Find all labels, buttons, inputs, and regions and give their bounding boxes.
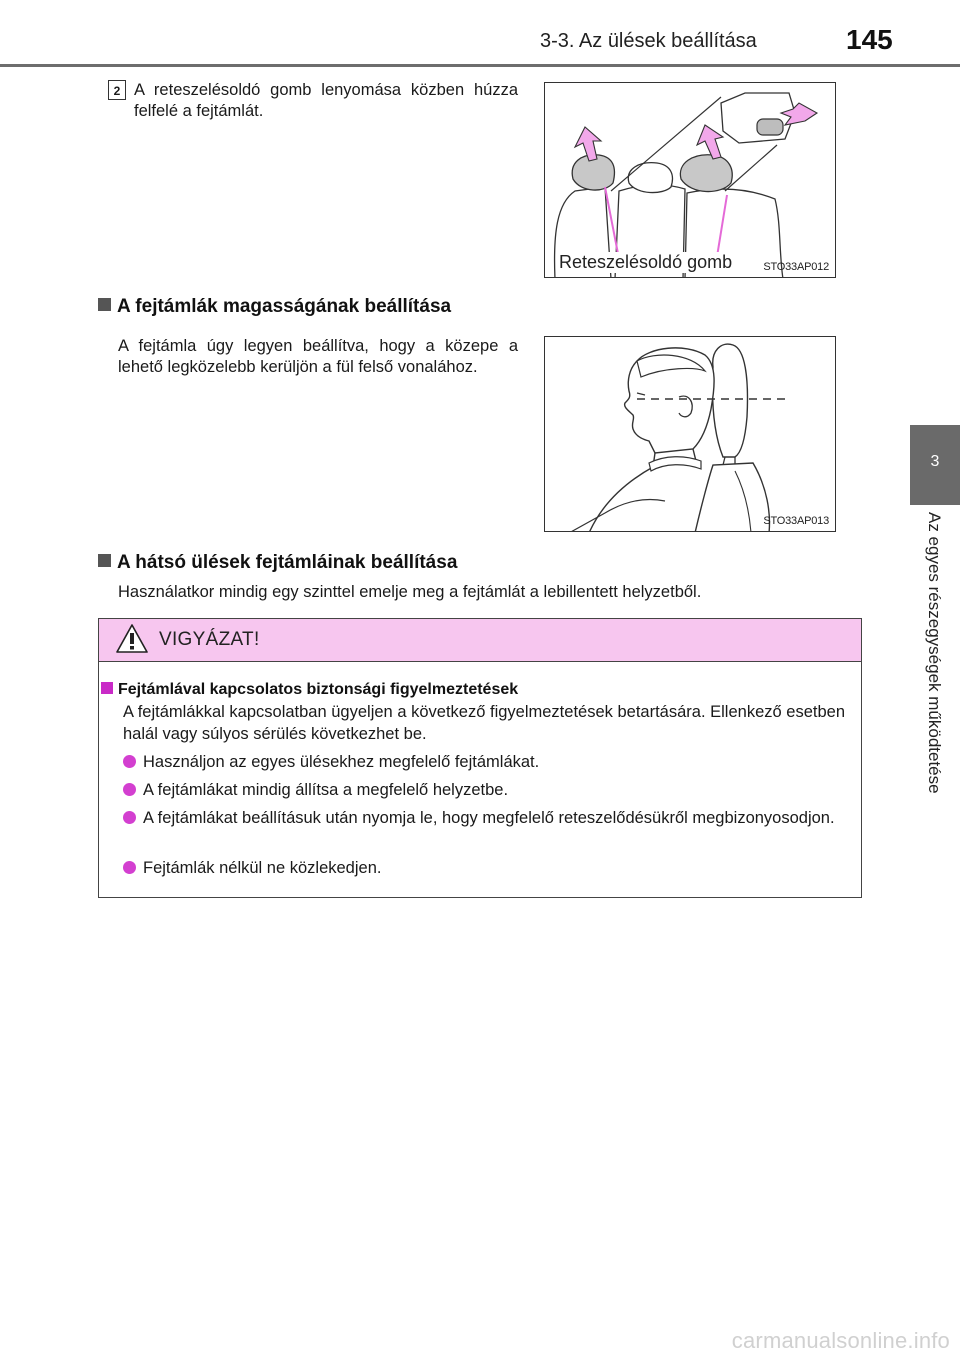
warning-subheading <box>101 681 518 699</box>
warning-header <box>99 619 861 662</box>
warning-intro: A fejtámlákkal kapcsolatban ügyeljen a következő figyelmeztetések betartására. Ellenkező esetben halál vagy súlyos sérülés következhet be. <box>123 703 845 743</box>
subheading-square-icon <box>101 682 113 694</box>
warning-box <box>98 618 862 898</box>
warning-triangle-icon <box>115 623 149 655</box>
warning-bullet <box>123 751 855 773</box>
section-rear-text: Használatkor mindig egy szinttel emelje meg a fejtámlát a lebillentett helyzetből. <box>118 583 702 601</box>
bullet-dot-icon <box>123 861 136 874</box>
bullet-text: A fejtámlákat mindig állítsa a megfelelő helyzetbe. <box>143 781 509 799</box>
step-number-badge: 2 <box>108 80 126 100</box>
figure-code: STO33AP013 <box>763 515 829 527</box>
warning-bullet <box>123 857 855 879</box>
bullet-dot-icon <box>123 755 136 768</box>
head-profile-illustration <box>545 337 836 532</box>
warning-bullet <box>123 779 855 801</box>
bullet-dot-icon <box>123 783 136 796</box>
header-rule <box>0 64 960 67</box>
section-header: 3-3. Az ülések beállítása <box>540 30 757 52</box>
section-heading-rear <box>98 552 457 574</box>
section-heading-height <box>98 296 451 318</box>
headrest-height-figure <box>544 336 836 532</box>
chapter-title: Az egyes részegységek működtetése <box>925 512 944 794</box>
figure-code: STO33AP012 <box>763 261 829 273</box>
section-height-text: A fejtámla úgy legyen beállítva, hogy a közepe a lehető legközelebb kerüljön a fül felső vonalához. <box>118 337 518 376</box>
step2-text: A reteszelésoldó gomb lenyomása közben húzza felfelé a fejtámlát. <box>134 81 518 120</box>
heading-text: A hátsó ülések fejtámláinak beállítása <box>117 552 458 573</box>
chapter-tab[interactable] <box>910 425 960 505</box>
headrest-release-figure <box>544 82 836 278</box>
heading-square-icon <box>98 554 111 567</box>
bullet-text: Fejtámlák nélkül ne közlekedjen. <box>143 859 382 877</box>
headrest-release-illustration <box>545 83 836 278</box>
release-button-callout: Reteszelésoldó gomb <box>559 252 733 272</box>
bullet-dot-icon <box>123 811 136 824</box>
heading-text: A fejtámlák magasságának beállítása <box>117 296 452 317</box>
chapter-label-container <box>910 512 960 872</box>
heading-square-icon <box>98 298 111 311</box>
warning-subheading-text: Fejtámlával kapcsolatos biztonsági figyelmeztetések <box>118 681 519 698</box>
bullet-text: A fejtámlákat beállításuk után nyomja le, hogy megfelelő reteszelődésükről megbizonyosodjon. <box>143 809 835 827</box>
watermark: carmanualsonline.info <box>731 1328 950 1353</box>
bullet-text: Használjon az egyes ülésekhez megfelelő fejtámlákat. <box>143 753 540 771</box>
page-number: 145 <box>846 24 893 55</box>
warning-title: VIGYÁZAT! <box>159 629 260 650</box>
chapter-number: 3 <box>930 453 940 470</box>
warning-bullet <box>123 807 855 829</box>
